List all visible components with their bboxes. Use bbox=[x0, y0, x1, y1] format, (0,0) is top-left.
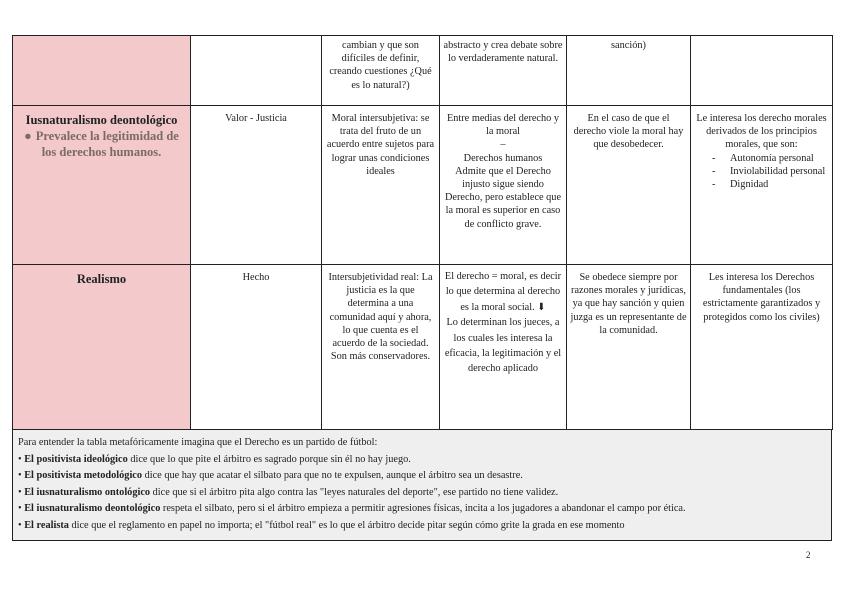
table-cell: abstracto y crea debate sobre lo verdaderamente natural. bbox=[440, 36, 567, 106]
table-cell bbox=[191, 36, 322, 106]
table-cell bbox=[691, 36, 833, 106]
list-item: • El iusnaturalismo ontológico dice que si el árbitro pita algo contra las "leyes naturales del deporte", ese partido no tiene validez. bbox=[18, 486, 559, 498]
table-cell: cambian y que son difíciles de definir, creando cuestiones ¿Qué es lo natural?) bbox=[322, 36, 440, 106]
comparison-table bbox=[12, 35, 833, 430]
arrow-down-icon: ⬇ bbox=[537, 301, 546, 313]
table-cell: En el caso de que el derecho viole la moral hay que desobedecer. bbox=[567, 106, 691, 265]
table-row bbox=[13, 265, 833, 430]
table-cell: Le interesa los derecho morales derivados de los principios morales, que son: - Autonomía personal - Inviolabilidad personal - Dignidad bbox=[691, 106, 833, 265]
page-number: 2 bbox=[806, 550, 811, 560]
row-title: Iusnaturalismo deontológico bbox=[25, 113, 178, 127]
rights-list bbox=[694, 152, 829, 192]
list-item: - Autonomía personal bbox=[712, 152, 829, 165]
football-analogy-box bbox=[12, 430, 832, 541]
row-header-cell bbox=[13, 106, 191, 265]
table-cell: Hecho bbox=[191, 265, 322, 430]
table-cell: Les interesa los Derechos fundamentales (los estrictamente garantizados y protegidos como los civiles) bbox=[691, 265, 833, 430]
list-item: • El positivista ideológico dice que lo que pite el árbitro es sagrado porque sin él no hay juego. bbox=[18, 453, 411, 465]
row-title: Realismo bbox=[76, 272, 127, 286]
bullet-icon: ● bbox=[24, 129, 32, 143]
table-cell: Intersubjetividad real: La justicia es la que determina a una comunidad aquí y ahora, lo que cuenta es el acuerdo de la sociedad. Son más conservadores. bbox=[322, 265, 440, 430]
table-cell: Se obedece siempre por razones morales y jurídicas, ya que hay sanción y quien juzga es un representante de la comunidad. bbox=[567, 265, 691, 430]
analogy-intro: Para entender la tabla metafóricamente imagina que el Derecho es un partido de fútbol: bbox=[18, 437, 378, 448]
table-cell: Valor - Justicia bbox=[191, 106, 322, 265]
table-row bbox=[13, 36, 833, 106]
table-row bbox=[13, 106, 833, 265]
list-item: • El realista dice que el reglamento en papel no importa; el "fútbol real" es lo que el árbitro decide pitar según cómo grite la grada en ese momento bbox=[18, 519, 625, 531]
table-cell: Entre medias del derecho y la moral – Derechos humanos Admite que el Derecho injusto sigue siendo Derecho, pero establece que la moral es superior en caso de conflicto grave. bbox=[440, 106, 567, 265]
table-cell: Moral intersubjetiva: se trata del fruto de un acuerdo entre sujetos para lograr unas condiciones ideales bbox=[322, 106, 440, 265]
table-cell: El derecho = moral, es decir lo que determina al derecho es la moral social. ⬇ Lo determinan los jueces, a los cuales les interesa la eficacia, la legitimación y el derecho aplicado bbox=[440, 265, 567, 430]
list-item: • El positivista metodológico dice que hay que acatar el silbato para que no te expulsen, aunque el árbitro sea un desastre. bbox=[18, 470, 523, 482]
list-item: - Dignidad bbox=[712, 178, 829, 191]
list-item: • El iusnaturalismo deontológico respeta el silbato, pero si el árbitro empieza a permitir agresiones físicas, incita a los jugadores a abandonar el campo por ética. bbox=[18, 503, 686, 515]
list-item: - Inviolabilidad personal bbox=[712, 165, 829, 178]
table-cell: sanción) bbox=[567, 36, 691, 106]
row-header-cell bbox=[13, 265, 191, 430]
row-header-cell bbox=[13, 36, 191, 106]
bullet-note: ● Prevalece la legitimidad de los derechos humanos. bbox=[24, 129, 179, 159]
